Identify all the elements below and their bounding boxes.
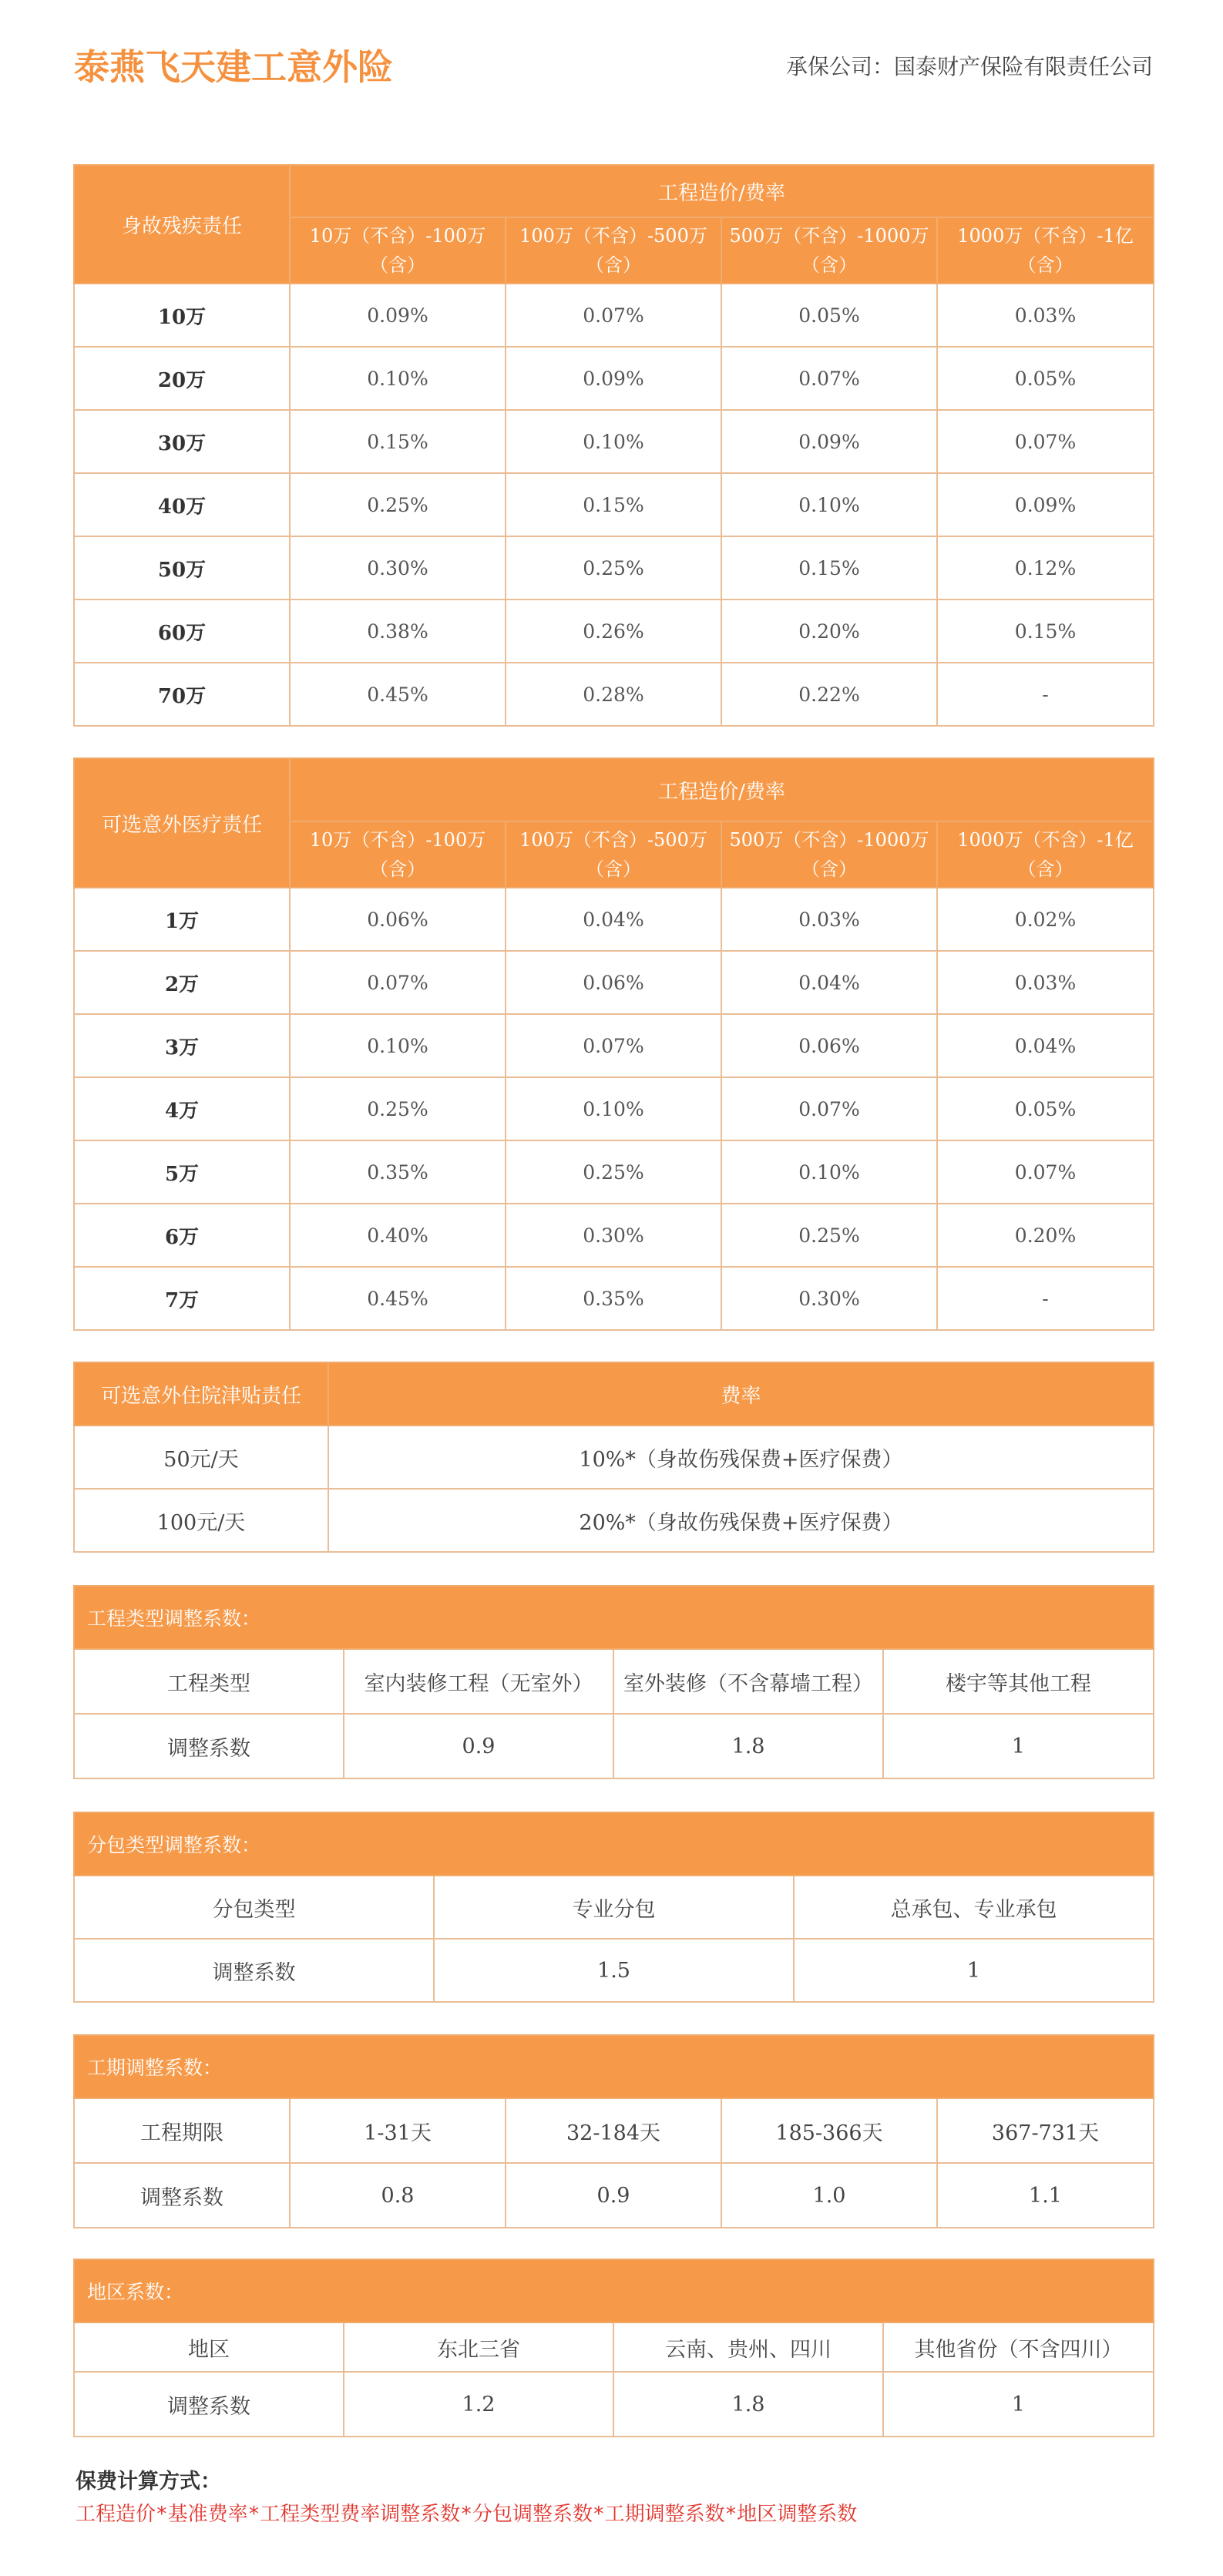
hospital-allowance-table [73,1362,1154,1553]
table-row [74,888,1154,951]
table-row [74,1426,1154,1489]
table-row [74,410,1154,473]
table-row [74,473,1154,536]
rate-cell: 20%*（身故伤残保费+医疗保费） [328,1489,1154,1552]
coefficient-cell: 0.9 [506,2163,721,2228]
rate-cell: 0.20% [721,599,937,663]
medical-col-4: 1000万（不含）-1亿（含） [937,821,1154,888]
rate-cell: 0.30% [290,536,506,599]
row-label: 3万 [74,1014,290,1077]
rate-cell: 0.35% [290,1140,506,1204]
rate-cell: 0.25% [506,1140,721,1204]
rate-cell: 0.45% [290,1267,506,1330]
medical-col-2: 100万（不含）-500万（含） [506,821,721,888]
rate-cell: 0.07% [290,951,506,1014]
rate-cell: 0.12% [937,536,1154,599]
death-col-2: 100万（不含）-500万（含） [506,217,721,284]
period-coefficient-table [73,2034,1154,2228]
row-label: 调整系数 [74,2372,344,2437]
header-cell: 工程期限 [74,2098,290,2163]
premium-formula [76,2466,1154,2531]
coefficient-cell: 1.8 [613,2372,883,2437]
coefficient-cell: 1.2 [344,2372,613,2437]
rate-cell: 0.15% [721,536,937,599]
rate-cell: - [937,663,1154,726]
header-cell: 工程类型 [74,1649,344,1714]
row-label: 50元/天 [74,1426,328,1489]
rate-cell: 0.10% [506,410,721,473]
formula-text: 工程造价*基准费率*工程类型费率调整系数*分包调整系数*工期调整系数*地区调整系数 [76,2503,858,2526]
row-label: 调整系数 [74,1939,434,2002]
header-cell: 室内装修工程（无室外） [344,1649,613,1714]
table-row [74,2372,1154,2437]
coefficient-cell: 1 [794,1939,1154,2002]
table-row [74,2163,1154,2228]
rate-cell: 0.26% [506,599,721,663]
rate-cell: 0.07% [721,1077,937,1140]
rate-cell: 0.45% [290,663,506,726]
rate-cell: 0.06% [506,951,721,1014]
row-label: 50万 [74,536,290,599]
table-row [74,2322,1154,2372]
row-label: 20万 [74,347,290,410]
rate-cell: 0.15% [937,599,1154,663]
rate-cell: 0.25% [506,536,721,599]
rate-cell: 0.07% [506,1014,721,1077]
row-label: 60万 [74,599,290,663]
rate-cell: 0.10% [721,1140,937,1204]
rate-cell: 0.15% [290,410,506,473]
header-cell: 专业分包 [434,1876,794,1939]
header-cell: 总承包、专业承包 [794,1876,1154,1939]
rate-cell: 0.30% [506,1204,721,1267]
project-type-coefficient-table [73,1585,1154,1779]
coefficient-cell: 1.5 [434,1939,794,2002]
death-disability-rate-table [73,164,1154,727]
header-cell: 367-731天 [937,2098,1154,2163]
rate-cell: 0.09% [721,410,937,473]
table-row [74,347,1154,410]
medical-table-group-header: 工程造价/费率 [290,758,1154,821]
row-label: 6万 [74,1204,290,1267]
rate-cell: 0.03% [937,951,1154,1014]
rate-cell: 0.30% [721,1267,937,1330]
rate-cell: 0.15% [506,473,721,536]
table-row [74,599,1154,663]
table-row [74,1267,1154,1330]
death-col-1: 10万（不含）-100万（含） [290,217,506,284]
header-cell: 分包类型 [74,1876,434,1939]
coefficient-cell: 0.8 [290,2163,506,2228]
rate-cell: 0.09% [290,284,506,347]
table-row [74,1014,1154,1077]
subcontract-coefficient-table [73,1812,1154,2003]
header-cell: 室外装修（不含幕墙工程） [613,1649,883,1714]
rate-cell: 0.40% [290,1204,506,1267]
table-row [74,951,1154,1014]
header-cell: 楼宇等其他工程 [883,1649,1154,1714]
header-cell: 东北三省 [344,2322,613,2372]
insurer-name: 承保公司：国泰财产保险有限责任公司 [785,54,1153,79]
death-table-group-header: 工程造价/费率 [290,165,1154,217]
rate-cell: 0.25% [721,1204,937,1267]
region-title: 地区系数： [74,2259,1154,2322]
coefficient-cell: 1 [883,2372,1154,2437]
rate-cell: 0.09% [937,473,1154,536]
rate-cell: 0.05% [937,347,1154,410]
rate-cell: 0.07% [506,284,721,347]
rate-cell: 0.09% [506,347,721,410]
rate-cell: 0.10% [721,473,937,536]
row-label: 40万 [74,473,290,536]
table-row [74,1714,1154,1778]
header-cell: 其他省份（不含四川） [883,2322,1154,2372]
hospital-col-1: 可选意外住院津贴责任 [74,1362,328,1426]
rate-cell: 0.07% [721,347,937,410]
header-cell: 云南、贵州、四川 [613,2322,883,2372]
row-label: 1万 [74,888,290,951]
rate-cell: 0.04% [506,888,721,951]
coefficient-cell: 1.1 [937,2163,1154,2228]
death-table-corner: 身故残疾责任 [74,165,290,284]
table-row [74,1939,1154,2002]
table-row [74,2098,1154,2163]
coefficient-cell: 1.0 [721,2163,937,2228]
table-row [74,1489,1154,1552]
page-header [74,40,1153,94]
row-label: 7万 [74,1267,290,1330]
rate-cell: 10%*（身故伤残保费+医疗保费） [328,1426,1154,1489]
rate-cell: 0.10% [290,347,506,410]
rate-cell: 0.03% [937,284,1154,347]
table-row [74,1876,1154,1939]
rate-cell: 0.07% [937,1140,1154,1204]
table-row [74,1140,1154,1204]
rate-cell: 0.38% [290,599,506,663]
row-label: 100元/天 [74,1489,328,1552]
coefficient-cell: 1 [883,1714,1154,1778]
rate-cell: - [937,1267,1154,1330]
header-cell: 185-366天 [721,2098,937,2163]
table-row [74,1077,1154,1140]
rate-cell: 0.05% [937,1077,1154,1140]
project-type-title: 工程类型调整系数： [74,1586,1154,1649]
row-label: 4万 [74,1077,290,1140]
coefficient-cell: 1.8 [613,1714,883,1778]
rate-cell: 0.05% [721,284,937,347]
rate-cell: 0.28% [506,663,721,726]
header-cell: 32-184天 [506,2098,721,2163]
rate-cell: 0.22% [721,663,937,726]
table-row [74,536,1154,599]
medical-col-1: 10万（不含）-100万（含） [290,821,506,888]
row-label: 30万 [74,410,290,473]
row-label: 10万 [74,284,290,347]
medical-rate-table [73,757,1154,1331]
brand-title: 泰燕飞天建工意外险 [74,46,393,88]
table-row [74,284,1154,347]
rate-cell: 0.04% [937,1014,1154,1077]
table-row [74,1649,1154,1714]
rate-cell: 0.25% [290,473,506,536]
row-label: 调整系数 [74,1714,344,1778]
death-col-3: 500万（不含）-1000万（含） [721,217,937,284]
rate-cell: 0.03% [721,888,937,951]
header-cell: 1-31天 [290,2098,506,2163]
rate-cell: 0.06% [721,1014,937,1077]
rate-cell: 0.10% [290,1014,506,1077]
table-row [74,663,1154,726]
rate-cell: 0.07% [937,410,1154,473]
region-coefficient-table [73,2259,1154,2437]
row-label: 调整系数 [74,2163,290,2228]
formula-title: 保费计算方式： [76,2470,221,2494]
rate-cell: 0.25% [290,1077,506,1140]
rate-cell: 0.35% [506,1267,721,1330]
medical-col-3: 500万（不含）-1000万（含） [721,821,937,888]
subcontract-title: 分包类型调整系数： [74,1812,1154,1876]
period-title: 工期调整系数： [74,2035,1154,2098]
death-col-4: 1000万（不含）-1亿（含） [937,217,1154,284]
row-label: 70万 [74,663,290,726]
rate-cell: 0.02% [937,888,1154,951]
rate-cell: 0.10% [506,1077,721,1140]
coefficient-cell: 0.9 [344,1714,613,1778]
medical-table-corner: 可选意外医疗责任 [74,758,290,888]
hospital-col-2: 费率 [328,1362,1154,1426]
header-cell: 地区 [74,2322,344,2372]
rate-cell: 0.20% [937,1204,1154,1267]
row-label: 5万 [74,1140,290,1204]
row-label: 2万 [74,951,290,1014]
rate-cell: 0.06% [290,888,506,951]
rate-cell: 0.04% [721,951,937,1014]
table-row [74,1204,1154,1267]
